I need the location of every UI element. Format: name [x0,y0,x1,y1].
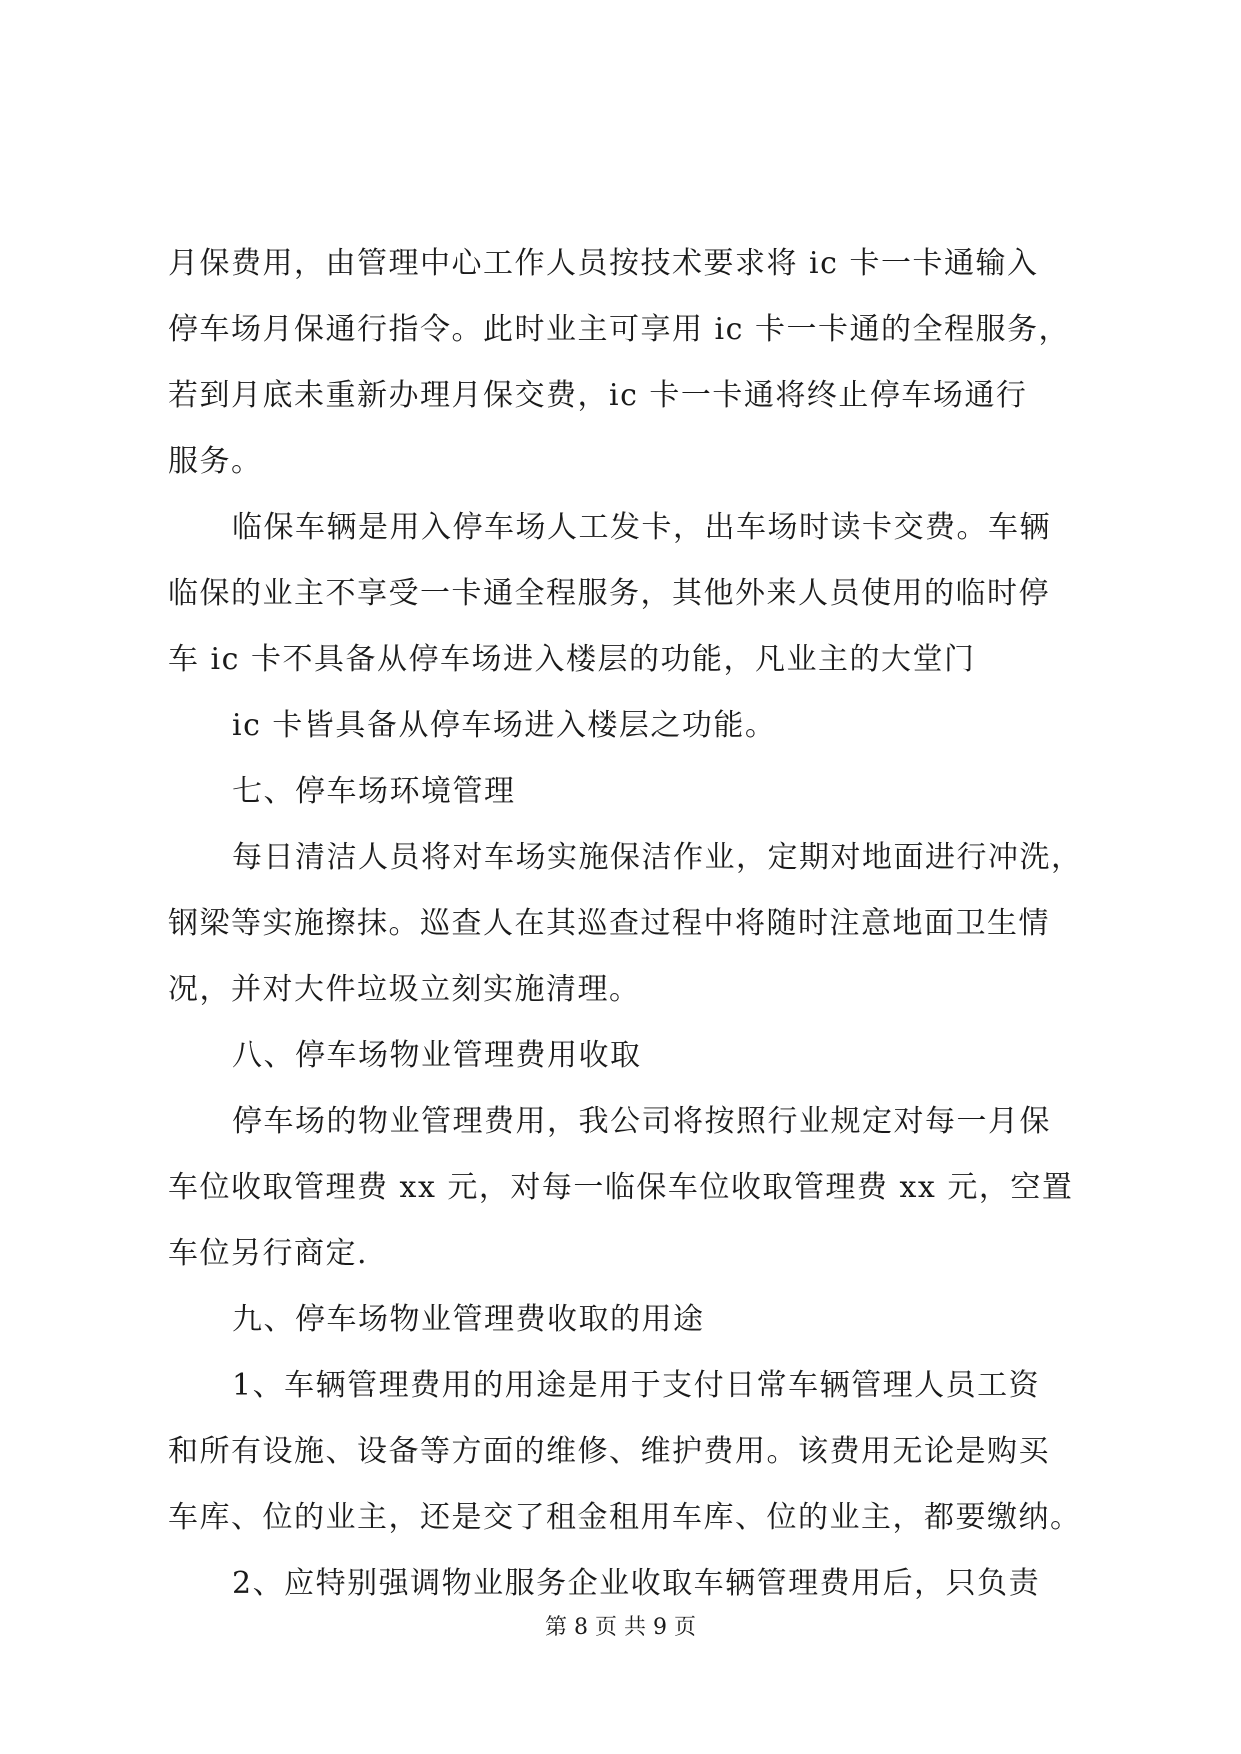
section-heading: 七、停车场环境管理 [232,774,516,809]
document-body [168,231,1088,1617]
body-line: 车 ic 卡不具备从停车场进入楼层的功能，凡业主的大堂门 [168,642,976,677]
paragraph-first-line: 每日清洁人员将对车场实施保洁作业，定期对地面进行冲洗， [232,840,1083,875]
section-heading: 九、停车场物业管理费收取的用途 [232,1302,705,1337]
section-heading: 八、停车场物业管理费用收取 [232,1038,642,1073]
body-line: 车位收取管理费 xx 元，对每一临保车位收取管理费 xx 元，空置 [168,1170,1074,1205]
body-line: 钢梁等实施擦抹。巡查人在其巡查过程中将随时注意地面卫生情 [168,906,1050,941]
paragraph-first-line: 1、车辆管理费用的用途是用于支付日常车辆管理人员工资 [232,1368,1041,1403]
body-line: 停车场月保通行指令。此时业主可享用 ic 卡一卡通的全程服务， [168,312,1070,347]
body-line: 服务。 [168,444,263,479]
page-footer: 第 8 页 共 9 页 [545,1615,696,1640]
body-line: 车库、位的业主，还是交了租金租用车库、位的业主，都要缴纳。 [168,1500,1082,1535]
body-line: 若到月底未重新办理月保交费，ic 卡一卡通将终止停车场通行 [168,378,1028,413]
body-line: 临保的业主不享受一卡通全程服务，其他外来人员使用的临时停 [168,576,1050,611]
body-line: 月保费用，由管理中心工作人员按技术要求将 ic 卡一卡通输入 [168,246,1039,281]
body-line: 车位另行商定. [168,1236,369,1271]
body-line: 和所有设施、设备等方面的维修、维护费用。该费用无论是购买 [168,1434,1050,1469]
paragraph-first-line: 临保车辆是用入停车场人工发卡，出车场时读卡交费。车辆 [232,510,1051,545]
paragraph-first-line: ic 卡皆具备从停车场进入楼层之功能。 [232,708,777,743]
paragraph-first-line: 停车场的物业管理费用，我公司将按照行业规定对每一月保 [232,1104,1051,1139]
body-line: 况，并对大件垃圾立刻实施清理。 [168,972,641,1007]
paragraph-first-line: 2、应特别强调物业服务企业收取车辆管理费用后，只负责 [232,1566,1041,1601]
